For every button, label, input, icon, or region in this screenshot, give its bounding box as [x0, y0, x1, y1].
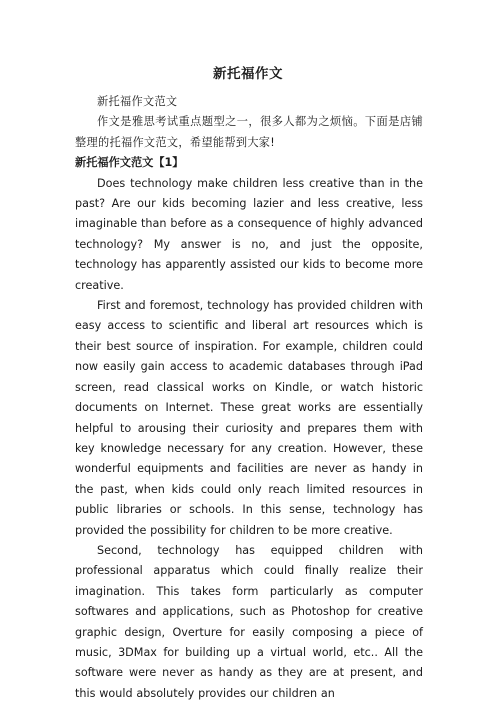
paragraph-2: First and foremost, technology has provided children with easy access to scientific and liberal art resources which is their best source of inspiration. For example, children could now easily gain access to academic databases through iPad screen, read classical works on Kindle, or watch historic documents on Internet. These great works are essentially helpful to arousing their curiosity and prepares them with key knowledge necessary for any creation. However, these wonderful equipments and facilities are never as handy in the past, when kids could only reach limited resources in public libraries or schools. In this sense, technology has provided the possibility for children to be more creative.	[75, 299, 423, 537]
section-heading: 新托福作文范文【1】	[75, 156, 184, 170]
document-body	[75, 92, 423, 704]
document-title: 新托福作文	[213, 66, 283, 82]
paragraph-intro: 作文是雅思考试重点题型之一，很多人都为之烦恼。下面是店铺整理的托福作文范文，希望能帮到大家!	[75, 115, 423, 149]
paragraph-intro-label: 新托福作文范文	[97, 95, 178, 108]
paragraph-3: Second, technology has equipped children with professional apparatus which could finally realize their imagination. This takes form particularly as computer softwares and applications, such as Photoshop for creative graphic design, Overture for easily composing a piece of music, 3DMax for building up a virtual world, etc.. All the software were never as handy as they are at present, and this would absolutely provides our children an	[75, 543, 423, 700]
paragraph-1: Does technology make children less creative than in the past? Are our kids becoming lazier and less creative, less imaginable than before as a consequence of highly advanced technology? My answer is no, and just the opposite, technology has apparently assisted our kids to become more creative.	[75, 176, 423, 292]
